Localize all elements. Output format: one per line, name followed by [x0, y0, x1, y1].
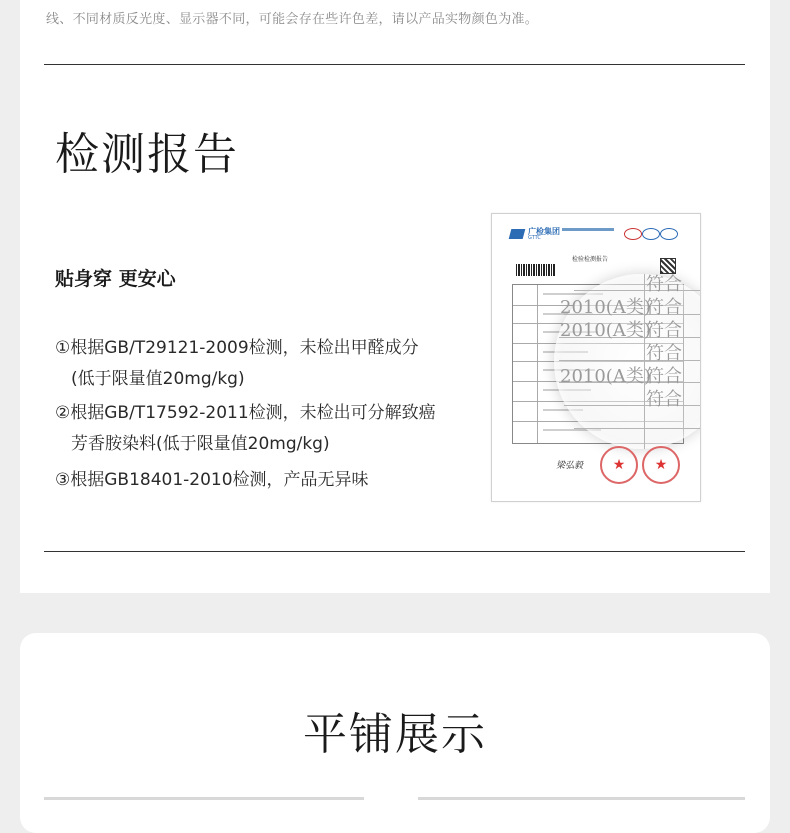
magnified-text: 符合	[646, 389, 682, 410]
report-signature: 梁弘毅	[556, 461, 584, 471]
magnified-text: 符合	[646, 320, 682, 341]
inspection-item	[55, 465, 369, 496]
barcode-icon	[516, 264, 556, 276]
inspection-item-line: 芳香胺染料(低于限量值20mg/kg)	[71, 434, 330, 454]
color-disclaimer: 线、不同材质反光度、显示器不同，可能会存在些许色差，请以产品实物颜色为准。	[46, 12, 539, 27]
inspection-item-line: ①根据GB/T29121-2009检测，未检出甲醛成分	[55, 338, 419, 358]
inspection-item	[55, 333, 419, 395]
inspection-subtitle: 贴身穿 更安心	[55, 268, 176, 290]
report-brand-sub: GTTC	[528, 235, 541, 241]
magnified-text: 2010(A类)	[560, 297, 651, 318]
report-title: 检验检测报告	[572, 256, 609, 263]
magnified-text: 符合	[646, 366, 682, 387]
divider-bottom	[44, 551, 745, 552]
inspection-item-line: (低于限量值20mg/kg)	[71, 369, 245, 389]
red-stamp-icon: ★	[642, 446, 680, 484]
inspection-item-line: ②根据GB/T17592-2011检测，未检出可分解致癌	[55, 403, 436, 423]
gttc-logo-icon	[509, 229, 526, 239]
magnified-text: 2010(A类)	[560, 320, 651, 341]
cma-cert-icon	[642, 228, 660, 240]
report-brand: 广检集团	[528, 227, 560, 236]
cnas-cert-icon	[660, 228, 678, 240]
divider-top	[44, 64, 745, 65]
section-title-inspection: 检测报告	[55, 129, 239, 180]
magnified-text: 符合	[646, 274, 682, 295]
red-stamp-icon: ★	[600, 446, 638, 484]
test-report-image	[491, 213, 701, 502]
magnified-text: 2010(A类)	[560, 366, 651, 387]
inspection-item-line: ③根据GB18401-2010检测，产品无异味	[55, 470, 369, 490]
report-org-line	[562, 228, 614, 231]
section-title-flat-display: 平铺展示	[303, 709, 487, 760]
ilac-cert-icon	[624, 228, 642, 240]
inspection-item	[55, 398, 436, 460]
magnified-text: 符合	[646, 343, 682, 364]
magnified-text: 符合	[646, 297, 682, 318]
report-footer-text	[516, 462, 518, 468]
